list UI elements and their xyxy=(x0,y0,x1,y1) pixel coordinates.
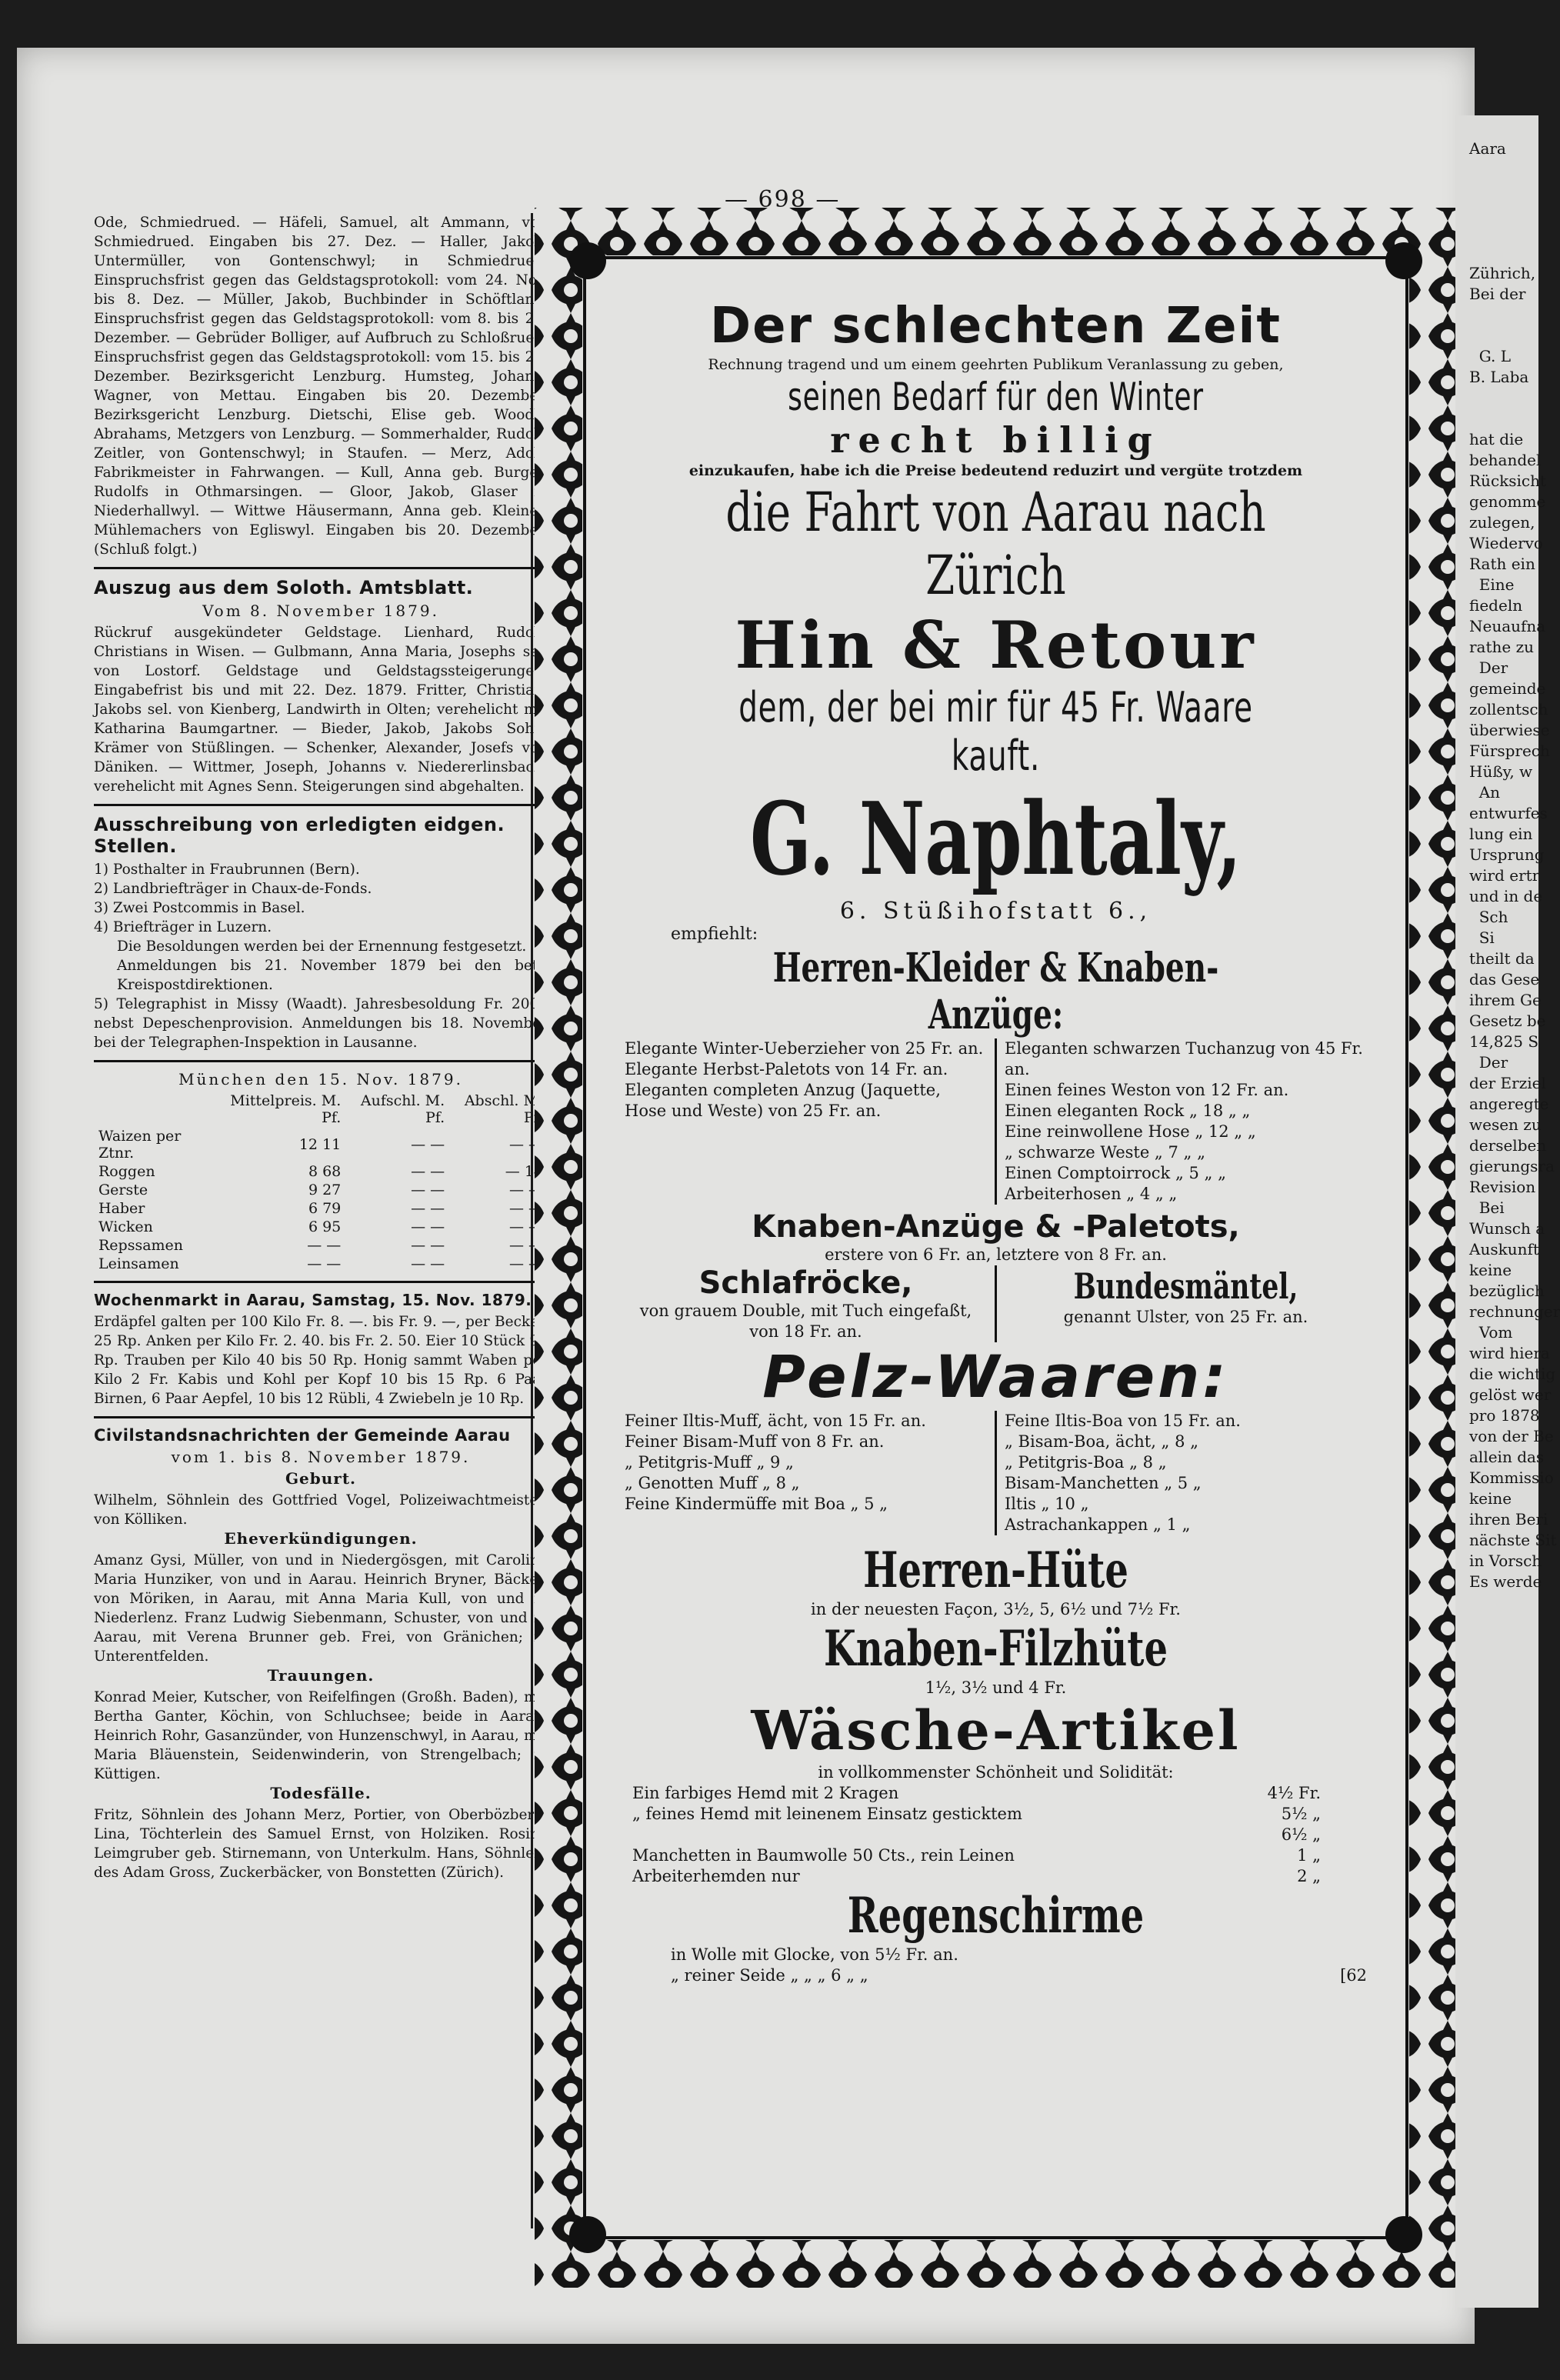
list-item: Elegante Winter-Ueberzieher von 25 Fr. an. xyxy=(625,1039,984,1058)
ad-line: in der neuesten Façon, 3½, 5, 6½ und 7½ Fr. xyxy=(811,1600,1181,1618)
list-item xyxy=(632,1825,1321,1845)
section-title: Bundesmäntel, xyxy=(1073,1265,1298,1307)
cell: 12 11 xyxy=(298,1136,342,1153)
section-title: Regenschirme xyxy=(847,1887,1145,1945)
item-price: 5½ „ xyxy=(1281,1805,1321,1823)
naphtaly-advertisement xyxy=(548,221,1444,2275)
cell: — — xyxy=(411,1237,445,1254)
schlafroecke-block xyxy=(625,1265,995,1342)
list-item xyxy=(632,1783,1321,1804)
section-title: Civilstandsnachrichten der Gemeinde Aarau xyxy=(94,1426,511,1445)
ad-headline: Der schlechten Zeit xyxy=(710,298,1282,355)
ad-line: in vollkommenster Schönheit und Solidität: xyxy=(818,1763,1174,1782)
list-item: Iltis „ 10 „ xyxy=(1005,1495,1089,1513)
divider xyxy=(94,1060,548,1062)
ad-line: dem, der bei mir für 45 Fr. Waare kauft. xyxy=(738,683,1253,780)
price-list-right xyxy=(995,1038,1367,1205)
list-item xyxy=(625,1965,1367,1986)
divider xyxy=(94,1281,548,1283)
ad-reference-number: [62 xyxy=(1340,1966,1367,1985)
cell: — — xyxy=(411,1200,445,1217)
list-item: Astrachankappen „ 1 „ xyxy=(1005,1515,1191,1534)
table-row xyxy=(94,1162,548,1181)
adjacent-page-text: Aara Zührich, Bei der G. L B. Laba hat die behandel Rücksicht genomme zulegen, Wiedervo Rath ein Eine fiedeln Neuaufna rathe zu Der gemeinde zollentsch überwiese Fürsprech Hüßy, w An entwurfes lung ein Ursprung wird ertr und in de Sch Si theilt da das Gese ihrem Ge Gesetz be 14,825 S Der der Erziel angeregte wesen zu derselben gierungsra Revision Bei Wunsch a Auskunft keine bezüglich rechnunger Vom wird hiera die wichtig gelöst wer pro 1878 von der Be allein das Kommissio keine ihren Beri nächste Sit in Vorsch Es werde xyxy=(1469,139,1560,1591)
solothurn-section xyxy=(94,577,548,796)
table-row xyxy=(94,1181,548,1199)
section-text: Wilhelm, Söhnlein des Gottfried Vogel, Polizeiwachtmeister, von Kölliken. xyxy=(94,1492,548,1528)
list-item: 2) Landbriefträger in Chaux-de-Fonds. xyxy=(94,881,372,897)
list-item: Einen eleganten Rock „ 18 „ „ xyxy=(1005,1102,1251,1120)
cell: — — xyxy=(411,1255,445,1272)
newspaper-page xyxy=(17,48,1475,2344)
section-title: Knaben-Filzhüte xyxy=(824,1620,1168,1678)
cell: Haber xyxy=(98,1200,145,1217)
list-item: Feiner Bisam-Muff von 8 Fr. an. xyxy=(625,1432,885,1451)
merchant-address: 6. Stüßihofstatt 6., xyxy=(839,898,1152,925)
cell: Wicken xyxy=(98,1218,153,1235)
stellen-section xyxy=(94,814,548,1052)
left-column xyxy=(94,213,548,1890)
ad-line: recht billig xyxy=(830,419,1162,461)
pelz-price-list xyxy=(625,1411,1367,1535)
section-title: Auszug aus dem Soloth. Amtsblatt. xyxy=(94,577,474,598)
section-title: Herren-Hüte xyxy=(863,1542,1128,1599)
herren-price-list xyxy=(625,1038,1367,1205)
ad-line: 1½, 3½ und 4 Fr. xyxy=(925,1678,1067,1697)
list-item xyxy=(632,1845,1321,1866)
ad-line: genannt Ulster, von 25 Fr. an. xyxy=(1063,1308,1308,1326)
section-text: Fritz, Söhnlein des Johann Merz, Portier, von Oberbözberg. Lina, Töchterlein des Samuel Ernst, von Holziken. Rosina Leimgruber geb. Stirnemann, von Unterkulm. Hans, Söhnlein des Adam Gross, Zuckerbäcker, von Bonstetten (Zürich). xyxy=(94,1807,548,1881)
section-text: Rückruf ausgekündeter Geldstage. Lienhard, Rudolf, Christians in Wisen. — Gulbmann, Anna Maria, Josephs sel. von Lostorf. Geldstage und Geldstagssteigerungen. Eingabefrist bis und mit 22. Dez. 1879. Fritter, Christian, Jakobs sel. von Kienberg, Landwirth in Olten; verehelicht mit Katharina Baumgartner. — Bieder, Jakob, Jakobs Sohn, Krämer von Stüßlingen. — Schenker, Alexander, Josefs von Däniken. — Wittmer, Joseph, Johanns v. Niedererlinsbach; verehelicht mit Agnes Senn. Steigerungen sind abgehalten. xyxy=(94,625,548,795)
item-label: Manchetten in Baumwolle 50 Cts., rein Leinen xyxy=(632,1846,1015,1865)
cell: 9 27 xyxy=(308,1182,342,1198)
list-item: „ Petitgris-Boa „ 8 „ xyxy=(1005,1453,1167,1472)
cell: — — xyxy=(508,1218,543,1235)
cell: Waizen per Ztnr. xyxy=(98,1128,182,1162)
bundesmaentel-block xyxy=(995,1265,1367,1342)
section-title: Schlafröcke, xyxy=(698,1265,913,1301)
price-list-left xyxy=(625,1411,995,1535)
list-item: Eleganten schwarzen Tuchanzug von 45 Fr. an. xyxy=(1005,1039,1363,1078)
ad-line: die Fahrt von Aarau nach Zürich xyxy=(725,481,1266,607)
list-item: Feine Iltis-Boa von 15 Fr. an. xyxy=(1005,1412,1241,1430)
section-title: München den 15. Nov. 1879. xyxy=(178,1070,463,1088)
item-label: „ feines Hemd mit leinenem Einsatz gesticktem xyxy=(632,1805,1022,1823)
section-text: Amanz Gysi, Müller, von und in Niedergösgen, mit Carolina Maria Hunziker, von und in Aarau. Heinrich Bryner, Bäcker, von Möriken, in Aarau, mit Anna Maria Kull, von und in Niederlenz. Franz Ludwig Siebenmann, Schuster, von und in Aarau, mit Verena Brunner geb. Frei, von Gränichen; in Unterentfelden. xyxy=(94,1552,548,1665)
section-title: Herren-Kleider & Knaben-Anzüge: xyxy=(772,945,1219,1038)
item-price: 4½ Fr. xyxy=(1267,1784,1321,1802)
ad-line: empfiehlt: xyxy=(671,925,758,944)
ad-line: Rechnung tragend und um einem geehrten Publikum Veranlassung zu geben, xyxy=(708,356,1284,373)
header-cell xyxy=(94,1092,215,1127)
section-title: Ausschreibung von erledigten eidgen. Stellen. xyxy=(94,814,505,857)
ad-line: einzukaufen, habe ich die Preise bedeutend reduzirt und vergüte trotzdem xyxy=(688,462,1303,479)
list-item: Einen feines Weston von 12 Fr. an. xyxy=(1005,1081,1289,1099)
divider xyxy=(94,804,548,806)
item-price: 2 „ xyxy=(1297,1867,1321,1885)
ad-line: von grauem Double, mit Tuch eingefaßt, von 18 Fr. an. xyxy=(639,1302,972,1341)
table-row xyxy=(94,1236,548,1255)
list-item: 5) Telegraphist in Missy (Waadt). Jahresbesoldung Fr. 200., nebst Depeschenprovision. Anmeldungen bis 18. November bei der Telegraphen-Inspektion in Lausanne. xyxy=(94,996,548,1051)
list-item: Feine Kindermüffe mit Boa „ 5 „ xyxy=(625,1495,888,1513)
waesche-price-list xyxy=(625,1783,1367,1887)
section-date: Vom 8. November 1879. xyxy=(202,602,439,620)
subsection-title: Geburt. xyxy=(285,1469,357,1488)
list-item: Elegante Herbst-Paletots von 14 Fr. an. xyxy=(625,1060,948,1078)
list-item: Arbeiterhosen „ 4 „ „ xyxy=(1005,1185,1178,1203)
cell: Leinsamen xyxy=(98,1255,179,1272)
muenchen-section xyxy=(94,1070,548,1273)
list-item: in Wolle mit Glocke, von 5½ Fr. an. xyxy=(671,1945,958,1964)
cell: 6 95 xyxy=(308,1218,342,1235)
section-date: vom 1. bis 8. November 1879. xyxy=(171,1448,471,1466)
cell: — — xyxy=(411,1218,445,1235)
list-item: 3) Zwei Postcommis in Basel. xyxy=(94,900,305,916)
cell: — — xyxy=(411,1136,445,1153)
item-label: Arbeiterhemden nur xyxy=(632,1867,800,1885)
list-item: 4) Briefträger in Luzern. xyxy=(94,919,272,935)
price-list-right xyxy=(995,1411,1367,1535)
adjacent-page-strip xyxy=(1455,115,1560,2308)
divider xyxy=(94,1416,548,1418)
civilstand-section xyxy=(94,1426,548,1882)
header-cell: Aufschl. M. Pf. xyxy=(360,1092,445,1126)
table-header xyxy=(94,1092,548,1127)
list-item: Eleganten completen Anzug (Jaquette, Hose und Weste) von 25 Fr. an. xyxy=(625,1081,941,1120)
cell: — — xyxy=(508,1182,543,1198)
ad-line: Hin & Retour xyxy=(735,607,1257,683)
section-title: Pelz-Waaren: xyxy=(762,1342,1229,1411)
cell: Gerste xyxy=(98,1182,148,1198)
intro-notices: Ode, Schmiedrued. — Häfeli, Samuel, alt Ammann, von Schmiedrued. Eingaben bis 27. Dez. — Haller, Jakob, Untermüller, von Gontenschwyl; in Schmiedrued. Einspruchsfrist gegen das Geldstagsprotokoll: vom 24. Nov. bis 8. Dez. — Müller, Jakob, Buchbinder in Schöftland. Einspruchsfrist gegen das Geldstagsprotokoll: vom 8. bis 22. Dezember. — Gebrüder Bolliger, auf Aufbruch zu Schloßrued. Einspruchsfrist gegen das Geldstagsprotokoll: vom 15. bis 29. Dezember. Bezirksgericht Lenzburg. Humsteg, Johann, Wagner, von Mettau. Eingaben bis 20. Dezember. Bezirksgericht Lenzburg. Dietschi, Elise geb. Woodli, Abrahams, Metzgers von Lenzburg. — Sommerhalder, Rudolf, Zeitler, von Gontenschwyl; in Staufen. — Merz, Adolf, Fabrikmeister in Fahrwangen. — Kull, Anna geb. Burger, Rudolfs in Othmarsingen. — Gloor, Jakob, Glaser in Niederhallwyl. — Wittwe Häusermann, Anna geb. Kleiner, Mühlemachers von Egliswyl. Eingaben bis 20. Dezember. (Schluß folgt.) xyxy=(94,215,548,558)
list-item: 1) Posthalter in Fraubrunnen (Bern). xyxy=(94,862,360,878)
ad-line: seinen Bedarf für den Winter xyxy=(788,375,1204,419)
table-row xyxy=(94,1127,548,1162)
cell: Roggen xyxy=(98,1163,155,1180)
item-label: „ reiner Seide „ „ „ 6 „ „ xyxy=(671,1966,868,1985)
list-item: „ Bisam-Boa, ächt, „ 8 „ xyxy=(1005,1432,1199,1451)
list-item: Einen Comptoirrock „ 5 „ „ xyxy=(1005,1164,1226,1182)
list-item: „ Genotten Muff „ 8 „ xyxy=(625,1474,800,1492)
divider xyxy=(94,567,548,569)
list-item xyxy=(632,1866,1321,1887)
section-text: Konrad Meier, Kutscher, von Reifelfingen (Großh. Baden), mit Bertha Ganter, Köchin, von Schluchsee; beide in Aarau. Heinrich Rohr, Gasanzünder, von Hunzenschwyl, in Aarau, mit Maria Bläuenstein, Seidenwinderin, von Strengelbach; in Küttigen. xyxy=(94,1689,548,1782)
price-table xyxy=(94,1092,548,1273)
table-row xyxy=(94,1199,548,1218)
list-item: Eine reinwollene Hose „ 12 „ „ xyxy=(1005,1122,1256,1141)
table-row xyxy=(94,1255,548,1273)
item-price: 6½ „ xyxy=(1281,1825,1321,1844)
cell: — 14 xyxy=(505,1163,543,1180)
cell: — — xyxy=(508,1255,543,1272)
cell: — — xyxy=(411,1182,445,1198)
item-price: 1 „ xyxy=(1297,1846,1321,1865)
price-list-left xyxy=(625,1038,995,1205)
subsection-title: Todesfälle. xyxy=(270,1784,372,1802)
header-cell: Abschl. M. Pf. xyxy=(464,1092,543,1126)
merchant-name: G. Naphtaly, xyxy=(750,780,1242,898)
subsection-title: Trauungen. xyxy=(267,1666,375,1685)
cell: — — xyxy=(411,1163,445,1180)
item-label: Ein farbiges Hemd mit 2 Kragen xyxy=(632,1784,899,1802)
cell: — — xyxy=(508,1136,543,1153)
cell: — — xyxy=(508,1237,543,1254)
wochenmarkt-section xyxy=(94,1291,548,1408)
cell: Repssamen xyxy=(98,1237,184,1254)
ad-content xyxy=(625,298,1367,1986)
table-row xyxy=(94,1218,548,1236)
cell: 8 68 xyxy=(308,1163,342,1180)
list-item: „ schwarze Weste „ 7 „ „ xyxy=(1005,1143,1205,1162)
subsection-title: Eheverkündigungen. xyxy=(224,1529,418,1548)
header-cell: Mittelpreis. M. Pf. xyxy=(230,1092,342,1126)
ad-line: erstere von 6 Fr. an, letztere von 8 Fr. an. xyxy=(825,1245,1167,1264)
cell: — — xyxy=(508,1200,543,1217)
cell: — — xyxy=(307,1237,342,1254)
list-item: Bisam-Manchetten „ 5 „ xyxy=(1005,1474,1202,1492)
list-item xyxy=(632,1804,1321,1825)
list-item: „ Petitgris-Muff „ 9 „ xyxy=(625,1453,794,1472)
schlaf-bundes-row xyxy=(625,1265,1367,1342)
section-text: Erdäpfel galten per 100 Kilo Fr. 8. —. bis Fr. 9. —, per Becken 25 Rp. Anken per Kilo Fr. 2. 40. bis Fr. 2. 50. Eier 10 Stück 90 Rp. Trauben per Kilo 40 bis 50 Rp. Honig sammt Waben per Kilo 2 Fr. Kabis und Kohl per Kopf 10 bis 15 Rp. 6 Paar Birnen, 6 Paar Aepfel, 10 bis 12 Rübli, 4 Zwiebeln je 10 Rp. xyxy=(94,1314,548,1407)
cell: 6 79 xyxy=(308,1200,342,1217)
cell: — — xyxy=(307,1255,342,1272)
page-number: — 698 — xyxy=(725,186,841,213)
list-item: Anmeldungen bis 21. November 1879 bei den betr. Kreispostdirektionen. xyxy=(117,958,548,993)
section-title: Wäsche-Artikel xyxy=(751,1698,1241,1762)
list-item: Die Besoldungen werden bei der Ernennung festgesetzt. xyxy=(117,938,527,955)
list-item: Feiner Iltis-Muff, ächt, von 15 Fr. an. xyxy=(625,1412,926,1430)
section-title: Wochenmarkt in Aarau, Samstag, 15. Nov. 1879. xyxy=(94,1291,532,1309)
section-title: Knaben-Anzüge & -Paletots, xyxy=(752,1209,1240,1245)
